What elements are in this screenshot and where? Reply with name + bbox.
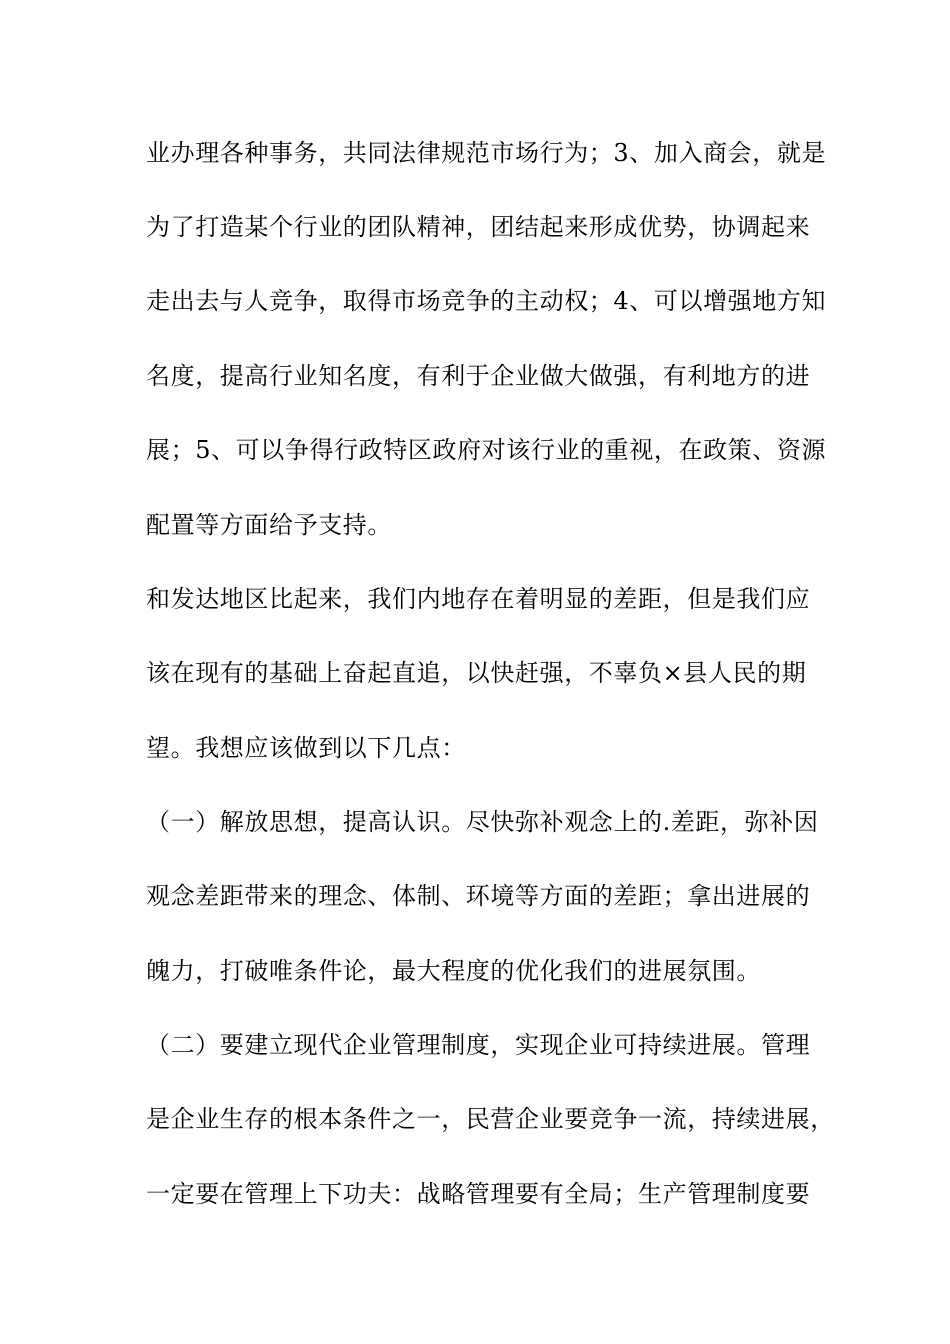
text-line-1: 业办理各种事务，共同法律规范市场行为；3、加入商会，就是	[146, 139, 827, 167]
text-line-14: 是企业生存的根本条件之一，民营企业要竞争一流，持续进展，	[146, 1105, 835, 1133]
text-line-10: （一）解放思想，提高认识。尽快弥补观念上的.差距，弥补因	[146, 808, 819, 836]
text-line-12: 魄力，打破唯条件论，最大程度的优化我们的进展氛围。	[146, 957, 761, 985]
text-line-15: 一定要在管理上下功夫：战略管理要有全局；生产管理制度要	[146, 1180, 811, 1208]
text-line-6: 配置等方面给予支持。	[146, 511, 392, 539]
text-line-2: 为了打造某个行业的团队精神，团结起来形成优势，协调起来	[146, 213, 811, 241]
text-line-9: 望。我想应该做到以下几点：	[146, 734, 466, 762]
text-line-4: 名度，提高行业知名度，有利于企业做大做强，有利地方的进	[146, 362, 811, 390]
text-line-13: （二）要建立现代企业管理制度，实现企业可持续进展。管理	[146, 1031, 811, 1059]
text-line-3: 走出去与人竞争，取得市场竞争的主动权；4、可以增强地方知	[146, 287, 827, 315]
text-line-8: 该在现有的基础上奋起直追，以快赶强，不辜负×县人民的期	[146, 659, 807, 687]
text-line-5: 展；5、可以争得行政特区政府对该行业的重视，在政策、资源	[146, 436, 827, 464]
text-line-7: 和发达地区比起来，我们内地存在着明显的差距，但是我们应	[146, 585, 811, 613]
text-line-11: 观念差距带来的理念、体制、环境等方面的差距；拿出进展的	[146, 882, 811, 910]
